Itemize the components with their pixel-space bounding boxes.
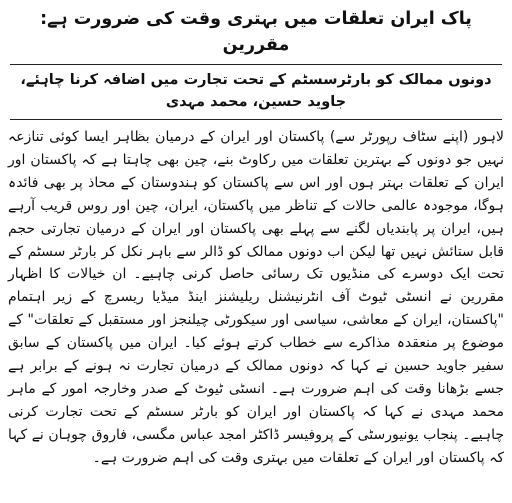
article-body: لاہور (اپنے سٹاف رپورٹر سے) پاکستان اور ایران کے درمیان بظاہر ایسا کوئی تنازعہ نہیں جو دونوں کے بہترین تعلقات میں رکاوٹ بنے، چین بھی چاہتا ہے کہ پاکستان اور ایران کے تعلقات بہتر ہوں اور اس سے پاکستان کو ہندوستان کے محاذ پر بھی فائدہ ہوگا، موجودہ عالمی حالات کے تناظر میں پاکستان، ایران، چین اور روس قریب آرہے ہیں، ایران پر پابندیاں لگنے سے پہلے بھی پاکستان اور ایران کے درمیان تجارتی حجم قابل ستائش نہیں تھا لیکن اب دونوں ممالک کو ڈالر سے باہر نکل کر بارٹر سسٹم کے تحت ایک دوسرے کی منڈیوں تک رسائی حاصل کرنی چاہیے۔ ان خیالات کا اظہار مقررین نے انسٹی ٹیوٹ آف انٹرنیشنل ریلیشنز اینڈ میڈیا ریسرچ کے زیر اہتمام "پاکستان، ایران کے معاشی، سیاسی اور سیکورٹی چیلنجز اور مستقبل کے تعلقات" کے موضوع پر منعقدہ مذاکرے سے خطاب کرتے ہوئے کیا۔ ایران میں پاکستان کے سابق سفیر جاوید حسین نے کہا کہ دونوں ممالک کے درمیان تجارت نہ ہونے کے برابر ہے جسے بڑھانا وقت کی اہم ضرورت ہے۔ انسٹی ٹیوٹ کے صدر وخارجہ امور کے ماہر محمد مہدی نے کہا کہ پاکستان اور ایران کو بارٹر سسٹم کے تحت تجارت کرنی چاہیے۔ پنجاب یونیورسٹی کے پروفیسر ڈاکٹر امجد عباس مگسی، فاروق چوہان نے کہا کہ پاکستان اور ایران کے تعلقات میں بہتری وقت کی اہم ضرورت ہے۔ (8, 129, 504, 466)
headline: پاک ایران تعلقات میں بہتری وقت کی ضرورت ہے: مقررین (40, 9, 472, 55)
headline-divider (10, 64, 502, 65)
subheadline-divider (10, 119, 502, 120)
subheadline: دونوں ممالک کو بارٹرسسٹم کے تحت تجارت میں اضافہ کرنا چاہئے، جاوید حسین، محمد مہدی (20, 72, 492, 110)
